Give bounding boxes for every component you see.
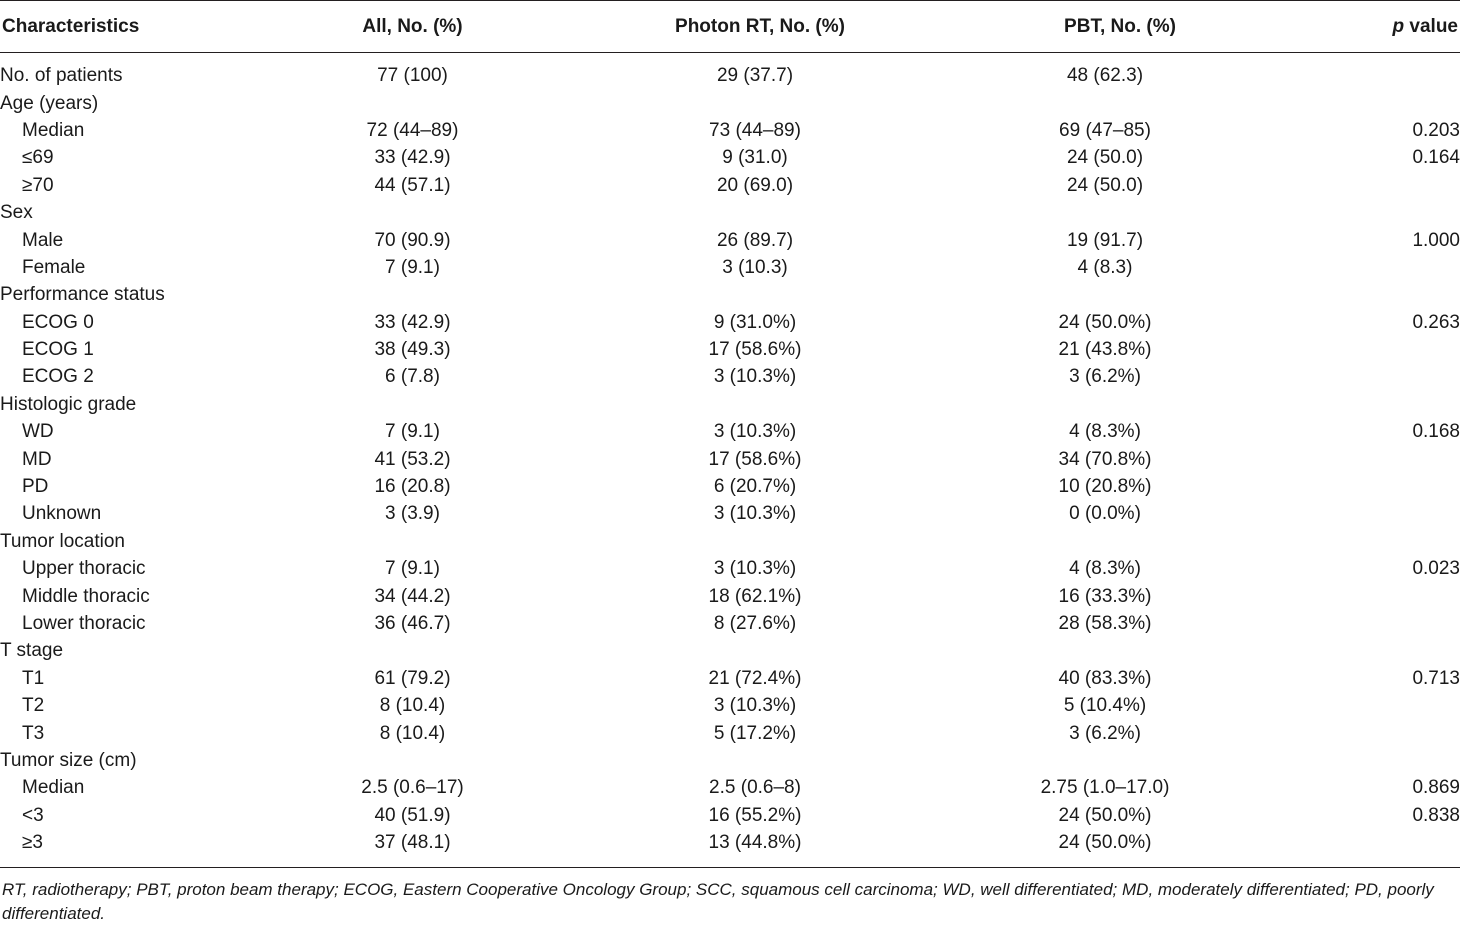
row-label: Male — [22, 229, 64, 251]
header-rule — [0, 52, 1460, 53]
table-row — [0, 637, 1460, 664]
table-row — [0, 610, 1460, 637]
table-row — [0, 665, 1460, 692]
cell-p-value: 0.168 — [1412, 421, 1460, 443]
table-row — [0, 473, 1460, 500]
row-label: Upper thoracic — [22, 558, 146, 580]
cell-photon-rt: 17 (58.6%) — [708, 448, 802, 470]
table-row — [0, 62, 1460, 89]
cell-pbt: 69 (47–85) — [1059, 119, 1151, 141]
cell-p-value — [1190, 62, 1460, 89]
cell-photon-rt: 73 (44–89) — [709, 119, 801, 141]
table-row — [0, 692, 1460, 719]
cell-all — [335, 199, 490, 226]
row-label: T2 — [22, 695, 45, 717]
cell-p-value — [1190, 281, 1460, 308]
table-row — [0, 774, 1460, 801]
cell-pbt — [1020, 281, 1190, 308]
cell-p-value — [1190, 582, 1460, 609]
header-photon-rt: Photon RT, No. (%) — [675, 16, 845, 37]
cell-p-value: 0.838 — [1412, 804, 1460, 826]
header-p-italic: p — [1392, 16, 1405, 37]
cell-pbt: 0 (0.0%) — [1069, 503, 1141, 525]
table-row — [0, 747, 1460, 774]
row-label: Female — [22, 256, 86, 278]
row-label: Middle thoracic — [22, 585, 150, 607]
cell-p-value: 0.023 — [1412, 558, 1460, 580]
cell-all: 77 (100) — [377, 65, 448, 87]
cell-pbt: 3 (6.2%) — [1069, 366, 1141, 388]
cell-photon-rt: 3 (10.3%) — [713, 503, 797, 525]
cell-p-value — [1190, 528, 1460, 555]
cell-pbt: 28 (58.3%) — [1058, 613, 1152, 634]
cell-photon-rt: 8 (27.6%) — [713, 613, 797, 634]
header-pbt: PBT, No. (%) — [1064, 16, 1176, 37]
cell-p-value — [1190, 336, 1460, 363]
row-label: Age (years) — [0, 92, 99, 114]
cell-all: 8 (10.4) — [379, 695, 446, 717]
cell-p-value — [1190, 363, 1460, 390]
cell-photon-rt — [490, 89, 1020, 116]
table-row — [0, 500, 1460, 527]
cell-photon-rt: 21 (72.4%) — [708, 667, 802, 689]
cell-photon-rt: 3 (10.3%) — [713, 558, 797, 580]
row-label: Sex — [0, 202, 33, 224]
cell-photon-rt: 20 (69.0) — [716, 174, 794, 196]
cell-pbt: 2.75 (1.0–17.0) — [1040, 777, 1170, 799]
cell-pbt: 24 (50.0%) — [1058, 311, 1152, 333]
cell-all — [335, 747, 490, 774]
table-row — [0, 226, 1460, 253]
cell-all: 70 (90.9) — [374, 229, 451, 251]
cell-photon-rt — [490, 528, 1020, 555]
cell-photon-rt — [490, 199, 1020, 226]
cell-p-value — [1190, 637, 1460, 664]
cell-pbt — [1020, 199, 1190, 226]
table-row — [0, 391, 1460, 418]
cell-photon-rt: 3 (10.3%) — [713, 695, 797, 717]
bottom-rule — [0, 867, 1460, 868]
cell-pbt: 19 (91.7) — [1066, 229, 1144, 251]
cell-pbt: 5 (10.4%) — [1063, 695, 1147, 717]
top-rule — [0, 0, 1460, 1]
cell-all: 38 (49.3) — [374, 339, 451, 361]
row-label: T stage — [0, 640, 64, 662]
row-label: Median — [22, 119, 85, 141]
row-label: ≥3 — [22, 832, 43, 854]
cell-photon-rt: 2.5 (0.6–8) — [709, 777, 801, 799]
cell-all: 16 (20.8) — [374, 476, 451, 498]
cell-all: 44 (57.1) — [374, 174, 451, 196]
table-row — [0, 199, 1460, 226]
cell-photon-rt: 29 (37.7) — [716, 65, 794, 87]
cell-photon-rt — [490, 391, 1020, 418]
table-body — [0, 62, 1460, 856]
cell-p-value — [1190, 500, 1460, 527]
cell-all: 72 (44–89) — [366, 119, 459, 141]
table-row — [0, 445, 1460, 472]
cell-all: 8 (10.4) — [379, 722, 446, 744]
cell-photon-rt: 13 (44.8%) — [708, 832, 802, 854]
cell-photon-rt: 18 (62.1%) — [708, 585, 802, 607]
cell-photon-rt: 16 (55.2%) — [708, 804, 802, 826]
cell-p-value — [1190, 445, 1460, 472]
cell-p-value: 0.203 — [1412, 119, 1460, 141]
row-label: Median — [22, 777, 85, 799]
table-row — [0, 89, 1460, 116]
row-label: Lower thoracic — [22, 613, 146, 634]
cell-pbt: 21 (43.8%) — [1058, 339, 1152, 361]
cell-all — [335, 391, 490, 418]
cell-all — [335, 89, 490, 116]
header-p-rest: value — [1404, 16, 1458, 37]
cell-p-value: 0.263 — [1412, 311, 1460, 333]
table-row — [0, 172, 1460, 199]
cell-pbt: 3 (6.2%) — [1069, 722, 1141, 744]
cell-p-value — [1190, 89, 1460, 116]
cell-pbt: 34 (70.8%) — [1058, 448, 1152, 470]
cell-p-value — [1190, 610, 1460, 637]
cell-pbt: 48 (62.3) — [1066, 65, 1144, 87]
cell-all: 7 (9.1) — [385, 558, 440, 580]
table-row — [0, 418, 1460, 445]
cell-pbt: 4 (8.3) — [1077, 256, 1133, 278]
table-row — [0, 582, 1460, 609]
row-label: MD — [22, 448, 52, 470]
cell-p-value: 1.000 — [1412, 229, 1460, 251]
table-row — [0, 309, 1460, 336]
cell-photon-rt: 9 (31.0) — [722, 147, 788, 169]
cell-pbt — [1020, 89, 1190, 116]
header-all: All, No. (%) — [362, 16, 463, 37]
cell-all: 34 (44.2) — [374, 585, 451, 607]
header-characteristics: Characteristics — [2, 16, 140, 37]
cell-p-value — [1190, 391, 1460, 418]
cell-pbt: 24 (50.0) — [1066, 147, 1144, 169]
header-p-value — [1393, 15, 1458, 39]
cell-pbt: 16 (33.3%) — [1058, 585, 1152, 607]
cell-all — [335, 528, 490, 555]
cell-all: 33 (42.9) — [374, 147, 451, 169]
cell-all: 7 (9.1) — [385, 421, 440, 443]
cell-all: 33 (42.9) — [374, 311, 451, 333]
row-label: Histologic grade — [0, 393, 137, 415]
cell-p-value — [1190, 829, 1460, 856]
cell-all: 41 (53.2) — [374, 448, 451, 470]
table-row — [0, 555, 1460, 582]
cell-photon-rt — [490, 281, 1020, 308]
cell-photon-rt: 5 (17.2%) — [713, 722, 797, 744]
table-row — [0, 254, 1460, 281]
table-row — [0, 802, 1460, 829]
cell-all: 37 (48.1) — [374, 832, 451, 854]
row-label: ≤69 — [22, 147, 54, 169]
table-row — [0, 363, 1460, 390]
row-label: PD — [22, 476, 49, 498]
cell-photon-rt: 3 (10.3%) — [713, 366, 797, 388]
cell-all: 2.5 (0.6–17) — [361, 777, 464, 799]
cell-all: 7 (9.1) — [385, 256, 440, 278]
cell-all — [335, 637, 490, 664]
cell-pbt — [1020, 391, 1190, 418]
row-label: Unknown — [22, 503, 102, 525]
cell-pbt: 4 (8.3%) — [1069, 421, 1141, 443]
cell-photon-rt: 26 (89.7) — [716, 229, 794, 251]
table-row — [0, 719, 1460, 746]
cell-p-value — [1190, 172, 1460, 199]
cell-pbt — [1020, 528, 1190, 555]
table-row — [0, 281, 1460, 308]
row-label: ECOG 1 — [22, 339, 94, 361]
cell-pbt: 4 (8.3%) — [1069, 558, 1141, 580]
cell-pbt: 24 (50.0%) — [1058, 804, 1152, 826]
row-label: T3 — [22, 722, 45, 744]
cell-p-value — [1190, 199, 1460, 226]
cell-pbt: 40 (83.3%) — [1058, 667, 1152, 689]
table-row — [0, 144, 1460, 171]
row-label: ≥70 — [22, 174, 54, 196]
cell-p-value — [1190, 254, 1460, 281]
row-label: T1 — [22, 667, 45, 689]
cell-all: 3 (3.9) — [385, 503, 440, 525]
cell-all: 6 (7.8) — [385, 366, 440, 388]
table-row — [0, 117, 1460, 144]
cell-p-value — [1190, 473, 1460, 500]
cell-pbt: 10 (20.8%) — [1058, 476, 1152, 498]
row-label: No. of patients — [0, 65, 123, 87]
cell-photon-rt — [490, 637, 1020, 664]
cell-p-value — [1190, 719, 1460, 746]
row-label: Tumor location — [0, 530, 125, 552]
row-label: ECOG 2 — [22, 366, 94, 388]
cell-p-value — [1190, 747, 1460, 774]
cell-photon-rt: 9 (31.0%) — [713, 311, 797, 333]
table-row — [0, 829, 1460, 856]
row-label: ECOG 0 — [22, 311, 94, 333]
table-row — [0, 528, 1460, 555]
row-label: WD — [22, 421, 54, 443]
cell-p-value: 0.164 — [1412, 147, 1460, 169]
cell-photon-rt — [490, 747, 1020, 774]
cell-photon-rt: 3 (10.3%) — [713, 421, 797, 443]
table-footnote: RT, radiotherapy; PBT, proton beam therapy; ECOG, Eastern Cooperative Oncology Group; SCC, squamous cell carcinoma; WD, well differentiated; MD, moderately differentiated; PD, poorly differentiated. — [2, 880, 1434, 923]
row-label: Tumor size (cm) — [0, 749, 137, 771]
cell-all: 36 (46.7) — [374, 613, 451, 634]
cell-pbt — [1020, 637, 1190, 664]
row-label: <3 — [22, 804, 44, 826]
cell-pbt: 24 (50.0%) — [1058, 832, 1152, 854]
cell-photon-rt: 6 (20.7%) — [713, 476, 797, 498]
data-table — [0, 62, 1460, 856]
cell-p-value: 0.869 — [1412, 777, 1460, 799]
cell-photon-rt: 3 (10.3) — [722, 256, 788, 278]
cell-pbt: 24 (50.0) — [1066, 174, 1144, 196]
cell-p-value — [1190, 692, 1460, 719]
cell-all — [335, 281, 490, 308]
cell-p-value: 0.713 — [1412, 667, 1460, 689]
cell-all: 61 (79.2) — [374, 667, 451, 689]
cell-pbt — [1020, 747, 1190, 774]
cell-photon-rt: 17 (58.6%) — [708, 339, 802, 361]
table-row — [0, 336, 1460, 363]
cell-all: 40 (51.9) — [374, 804, 451, 826]
row-label: Performance status — [0, 284, 165, 306]
